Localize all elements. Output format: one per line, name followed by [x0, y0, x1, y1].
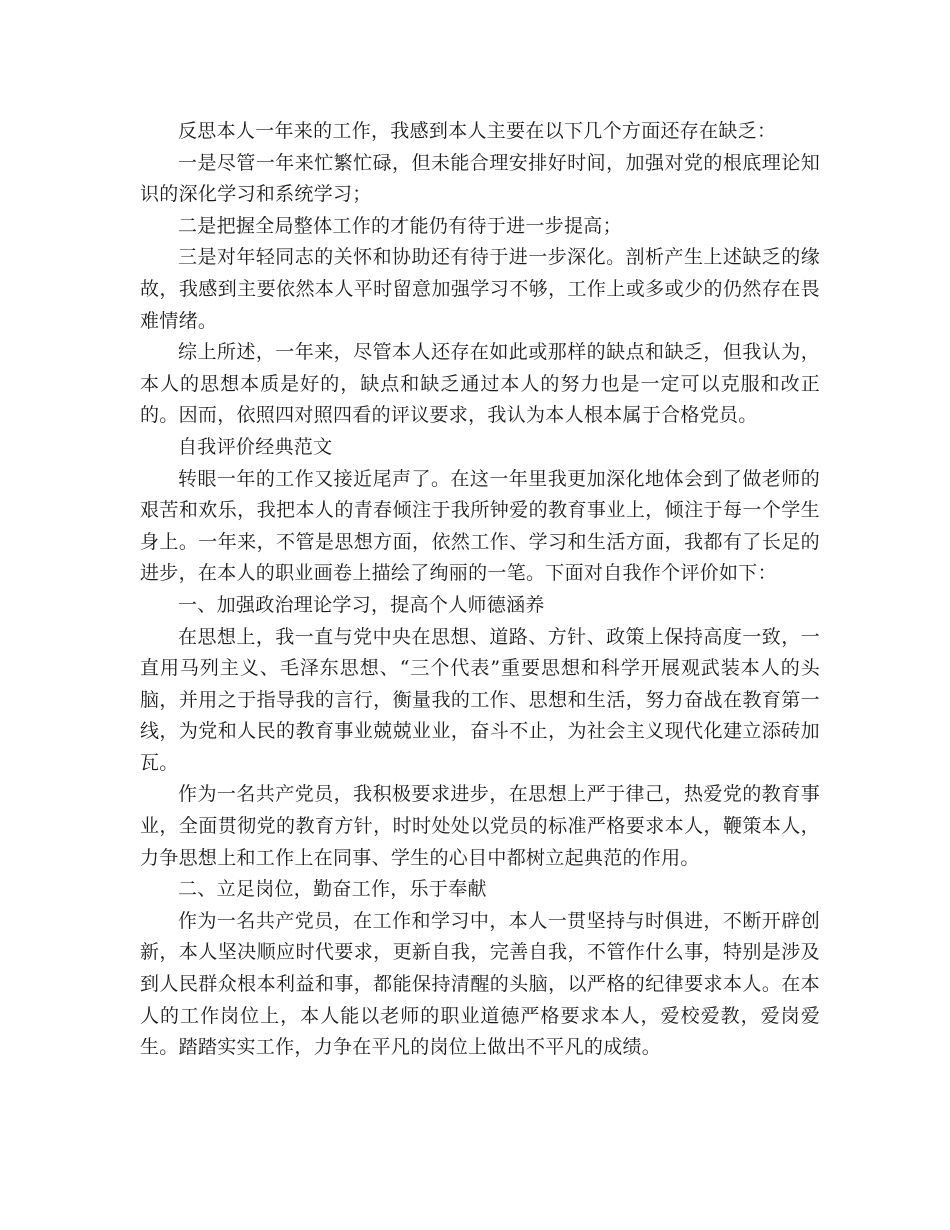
paragraph-summary: 综上所述，一年来，尽管本人还存在如此或那样的缺点和缺乏，但我认为，本人的思想本质是好的，缺点和缺乏通过本人的努力也是一定可以克服和改正的。因而，依照四对照四看的评议要求，我认为本人根本属于合格党员。 [140, 341, 820, 427]
paragraph-shortcoming-three: 三是对年轻同志的关怀和协助还有待于进一步深化。剖析产生上述缺乏的缘故，我感到主要依然本人平时留意加强学习不够，工作上或多或少的仍然存在畏难情绪。 [140, 246, 820, 332]
paragraph-party-member: 作为一名共产党员，我积极要求进步，在思想上严于律己，热爱党的教育事业，全面贯彻党的教育方针，时时处处以党员的标准严格要求本人，鞭策本人，力争思想上和工作上在同事、学生的心目中都树立起典范的作用。 [140, 783, 820, 869]
paragraph-reflection-intro: 反思本人一年来的工作，我感到本人主要在以下几个方面还存在缺乏： [178, 120, 777, 142]
heading-political-study: 一、加强政治理论学习，提高个人师德涵养 [178, 593, 545, 616]
heading-work-dedication: 二、立足岗位，勤奋工作，乐于奉献 [178, 878, 487, 901]
paragraph-ideology: 在思想上，我一直与党中央在思想、道路、方针、政策上保持高度一致，一直用马列主义、毛泽东思想、“三个代表”重要思想和科学开展观武装本人的头脑，并用之于指导我的言行，衡量我的工作、思想和生活，努力奋战在教育第一线，为党和人民的教育事业兢兢业业，奋斗不止，为社会主义现代化建立添砖加瓦。 [140, 625, 820, 774]
paragraph-shortcoming-two: 二是把握全局整体工作的才能仍有待于进一步提高； [178, 214, 622, 237]
paragraph-work-practice: 作为一名共产党员，在工作和学习中，本人一贯坚持与时俱进，不断开辟创新，本人坚决顺应时代要求，更新自我，完善自我，不管作什么事，特别是涉及到人民群众根本利益和事，都能保持清醒的头脑，以严格的纪律要求本人。在本人的工作岗位上，本人能以老师的职业道德严格要求本人，爱校爱教，爱岗爱生。踏踏实实工作，力争在平凡的岗位上做出不平凡的成绩。 [140, 909, 820, 1059]
document-body [140, 116, 820, 1064]
paragraph-shortcoming-one: 一是尽管一年来忙繁忙碌，但未能合理安排好时间，加强对党的根底理论知识的深化学习和系统学习； [140, 151, 820, 206]
section-title-self-evaluation: 自我评价经典范文 [178, 435, 333, 458]
paragraph-year-review: 转眼一年的工作又接近尾声了。在这一年里我更加深化地体会到了做老师的艰苦和欢乐，我把本人的青春倾注于我所钟爱的教育事业上，倾注于每一个学生身上。一年来，不管是思想方面，依然工作、学习和生活方面，我都有了长足的进步，在本人的职业画卷上描绘了绚丽的一笔。下面对自我作个评价如下： [140, 467, 820, 585]
